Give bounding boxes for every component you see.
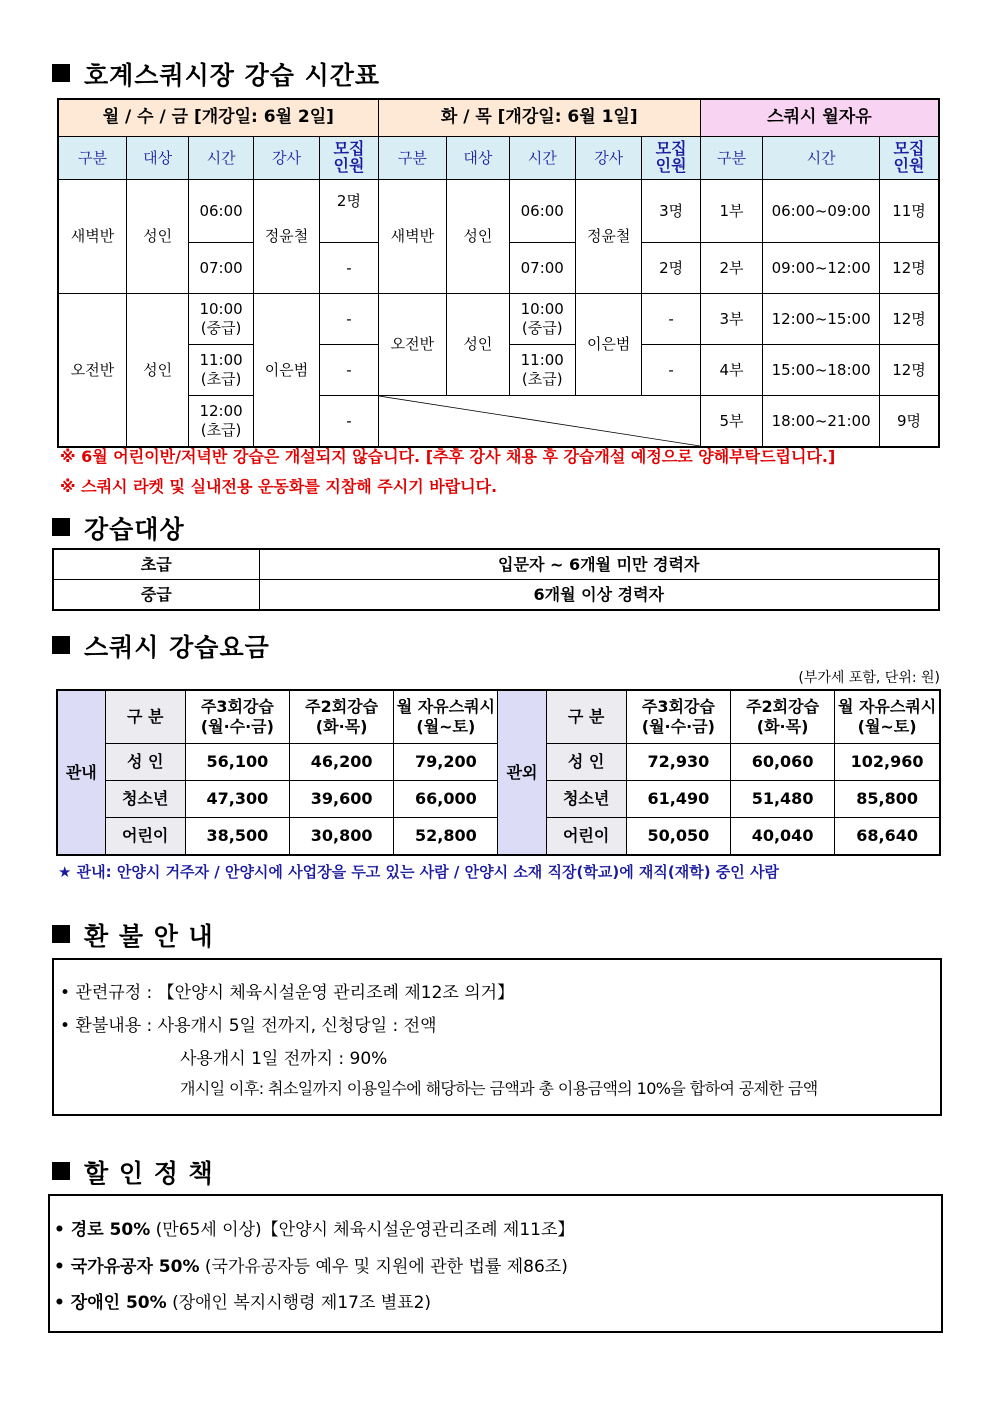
free-time: 06:00~09:00 — [763, 180, 880, 243]
refund-line-1: • 관련규정 : 【안양시 체육시설운영 관리조례 제12조 의거】 — [60, 983, 515, 1003]
mwf-time-3: 10:00 (중급) — [189, 294, 253, 345]
level-label: 초급 — [53, 549, 259, 580]
free-capacity: 12명 — [880, 345, 940, 396]
header-target: 대상 — [447, 137, 509, 180]
mwf-instructor-2: 이은범 — [253, 294, 319, 448]
table-row — [53, 580, 939, 611]
fee-value: 30,800 — [290, 818, 394, 856]
tt-capacity-1: 3명 — [642, 180, 700, 243]
header-time: 시간 — [509, 137, 575, 180]
header-division: 구 분 — [546, 690, 626, 744]
header-3x: 주3회강습 (월·수·금) — [626, 690, 730, 744]
refund-line-3: 사용개시 1일 전까지 : 90% — [180, 1049, 388, 1069]
mwf-capacity-2: - — [320, 243, 378, 294]
mwf-capacity-1: 2명 — [320, 180, 378, 243]
mwf-time-5: 12:00 (초급) — [189, 396, 253, 448]
header-capacity: 모집 인원 — [642, 137, 700, 180]
free-part: 2부 — [700, 243, 762, 294]
header-division: 구 분 — [105, 690, 185, 744]
free-time: 18:00~21:00 — [763, 396, 880, 448]
mwf-adult: 성인 — [126, 180, 188, 294]
fee-value: 40,040 — [730, 818, 834, 856]
header-instructor: 강사 — [253, 137, 319, 180]
fee-category: 성 인 — [546, 744, 626, 781]
free-capacity: 12명 — [880, 294, 940, 345]
tt-adult-2: 성인 — [447, 294, 509, 396]
refund-line-2: • 환불내용 : 사용개시 5일 전까지, 신청당일 : 전액 — [60, 1016, 437, 1036]
mwf-time-2: 07:00 — [189, 243, 253, 294]
header-division: 구분 — [378, 137, 446, 180]
group-free: 스쿼시 월자유 — [700, 99, 939, 137]
header-capacity: 모집 인원 — [320, 137, 378, 180]
fee-value: 79,200 — [394, 744, 498, 781]
free-time: 12:00~15:00 — [763, 294, 880, 345]
empty-cell — [378, 396, 700, 448]
discount-line: • 국가유공자 50% (국가유공자등 예우 및 지원에 관한 법률 제86조) — [54, 1257, 568, 1277]
mwf-capacity-3: - — [320, 294, 378, 345]
fee-value: 72,930 — [626, 744, 730, 781]
fee-value: 68,640 — [835, 818, 940, 856]
mwf-capacity-5: - — [320, 396, 378, 448]
header-3x: 주3회강습 (월·수·금) — [185, 690, 289, 744]
section-title-target: 강습대상 — [52, 510, 185, 546]
resident-label: 관내 — [57, 690, 105, 855]
mwf-time-4: 11:00 (초급) — [189, 345, 253, 396]
mwf-time-1: 06:00 — [189, 180, 253, 243]
free-part: 3부 — [700, 294, 762, 345]
fee-value: 102,960 — [835, 744, 940, 781]
fee-table — [56, 689, 941, 856]
tt-instructor-1: 정윤철 — [575, 180, 641, 294]
square-bullet-icon — [52, 925, 70, 943]
header-free: 월 자유스쿼시 (월~토) — [394, 690, 498, 744]
header-division: 구분 — [700, 137, 762, 180]
diagonal-line — [379, 396, 700, 446]
tt-capacity-3: - — [642, 294, 700, 345]
target-table — [52, 548, 940, 611]
fee-value: 52,800 — [394, 818, 498, 856]
free-part: 5부 — [700, 396, 762, 448]
resident-note: ★ 관내: 안양시 거주자 / 안양시에 사업장을 두고 있는 사람 / 안양시 소재 직장(학교)에 재직(재학) 중인 사람 — [58, 863, 779, 881]
header-instructor: 강사 — [575, 137, 641, 180]
level-label: 중급 — [53, 580, 259, 611]
section-title-fees: 스쿼시 강습요금 — [52, 628, 270, 664]
header-division: 구분 — [58, 137, 126, 180]
tt-time-3: 10:00 (중급) — [509, 294, 575, 345]
square-bullet-icon — [52, 636, 70, 654]
fee-value: 38,500 — [185, 818, 289, 856]
fee-category: 성 인 — [105, 744, 185, 781]
tt-capacity-2: 2명 — [642, 243, 700, 294]
header-capacity: 모집 인원 — [880, 137, 940, 180]
tt-time-4: 11:00 (초급) — [509, 345, 575, 396]
tt-morning: 오전반 — [378, 294, 446, 396]
schedule-table — [57, 98, 940, 448]
header-target: 대상 — [126, 137, 188, 180]
fee-category: 어린이 — [546, 818, 626, 856]
fee-value: 51,480 — [730, 781, 834, 818]
mwf-morning: 오전반 — [58, 294, 126, 448]
note-2: ※ 스쿼시 라켓 및 실내전용 운동화를 지참해 주시기 바랍니다. — [60, 477, 498, 496]
tt-adult: 성인 — [447, 180, 509, 294]
mwf-dawn: 새벽반 — [58, 180, 126, 294]
group-mwf: 월 / 수 / 금 [개강일: 6월 2일] — [58, 99, 378, 137]
fee-value: 46,200 — [290, 744, 394, 781]
refund-line-4: 개시일 이후: 취소일까지 이용일수에 해당하는 금액과 총 이용금액의 10%을 합하여 공제한 금액 — [180, 1079, 818, 1098]
level-desc: 입문자 ~ 6개월 미만 경력자 — [259, 549, 939, 580]
tt-time-2: 07:00 — [509, 243, 575, 294]
square-bullet-icon — [52, 64, 70, 82]
discount-line: • 장애인 50% (장애인 복지시행령 제17조 별표2) — [54, 1293, 432, 1313]
fee-value: 47,300 — [185, 781, 289, 818]
note-1: ※ 6월 어린이반/저녁반 강습은 개설되지 않습니다. [추후 강사 채용 후 강습개설 예정으로 양해부탁드립니다.] — [60, 447, 836, 466]
tt-dawn: 새벽반 — [378, 180, 446, 294]
section-title-refund: 환 불 안 내 — [52, 917, 214, 953]
table-row — [53, 549, 939, 580]
fee-unit-note: (부가세 포함, 단위: 원) — [798, 670, 940, 686]
fee-value: 85,800 — [835, 781, 940, 818]
header-time: 시간 — [189, 137, 253, 180]
fee-value: 66,000 — [394, 781, 498, 818]
tt-time-1: 06:00 — [509, 180, 575, 243]
fee-category: 청소년 — [105, 781, 185, 818]
free-part: 1부 — [700, 180, 762, 243]
fee-value: 60,060 — [730, 744, 834, 781]
fee-value: 39,600 — [290, 781, 394, 818]
mwf-capacity-4: - — [320, 345, 378, 396]
square-bullet-icon — [52, 518, 70, 536]
header-2x: 주2회강습 (화·목) — [730, 690, 834, 744]
square-bullet-icon — [52, 1162, 70, 1180]
fee-value: 56,100 — [185, 744, 289, 781]
section-title-discount: 할 인 정 책 — [52, 1154, 214, 1190]
level-desc: 6개월 이상 경력자 — [259, 580, 939, 611]
fee-value: 50,050 — [626, 818, 730, 856]
free-time: 15:00~18:00 — [763, 345, 880, 396]
mwf-adult-2: 성인 — [126, 294, 188, 448]
free-capacity: 12명 — [880, 243, 940, 294]
mwf-instructor-1: 정윤철 — [253, 180, 319, 294]
fee-value: 61,490 — [626, 781, 730, 818]
free-capacity: 11명 — [880, 180, 940, 243]
group-tt: 화 / 목 [개강일: 6월 1일] — [378, 99, 700, 137]
fee-category: 어린이 — [105, 818, 185, 856]
fee-category: 청소년 — [546, 781, 626, 818]
free-part: 4부 — [700, 345, 762, 396]
header-free: 월 자유스쿼시 (월~토) — [835, 690, 940, 744]
tt-instructor-2: 이은범 — [575, 294, 641, 396]
discount-line: • 경로 50% (만65세 이상)【안양시 체육시설운영관리조례 제11조】 — [54, 1220, 575, 1240]
free-time: 09:00~12:00 — [763, 243, 880, 294]
section-title-schedule: 호계스쿼시장 강습 시간표 — [52, 56, 380, 92]
header-2x: 주2회강습 (화·목) — [290, 690, 394, 744]
header-time: 시간 — [763, 137, 880, 180]
nonresident-label: 관외 — [498, 690, 546, 855]
free-capacity: 9명 — [880, 396, 940, 448]
tt-capacity-4: - — [642, 345, 700, 396]
